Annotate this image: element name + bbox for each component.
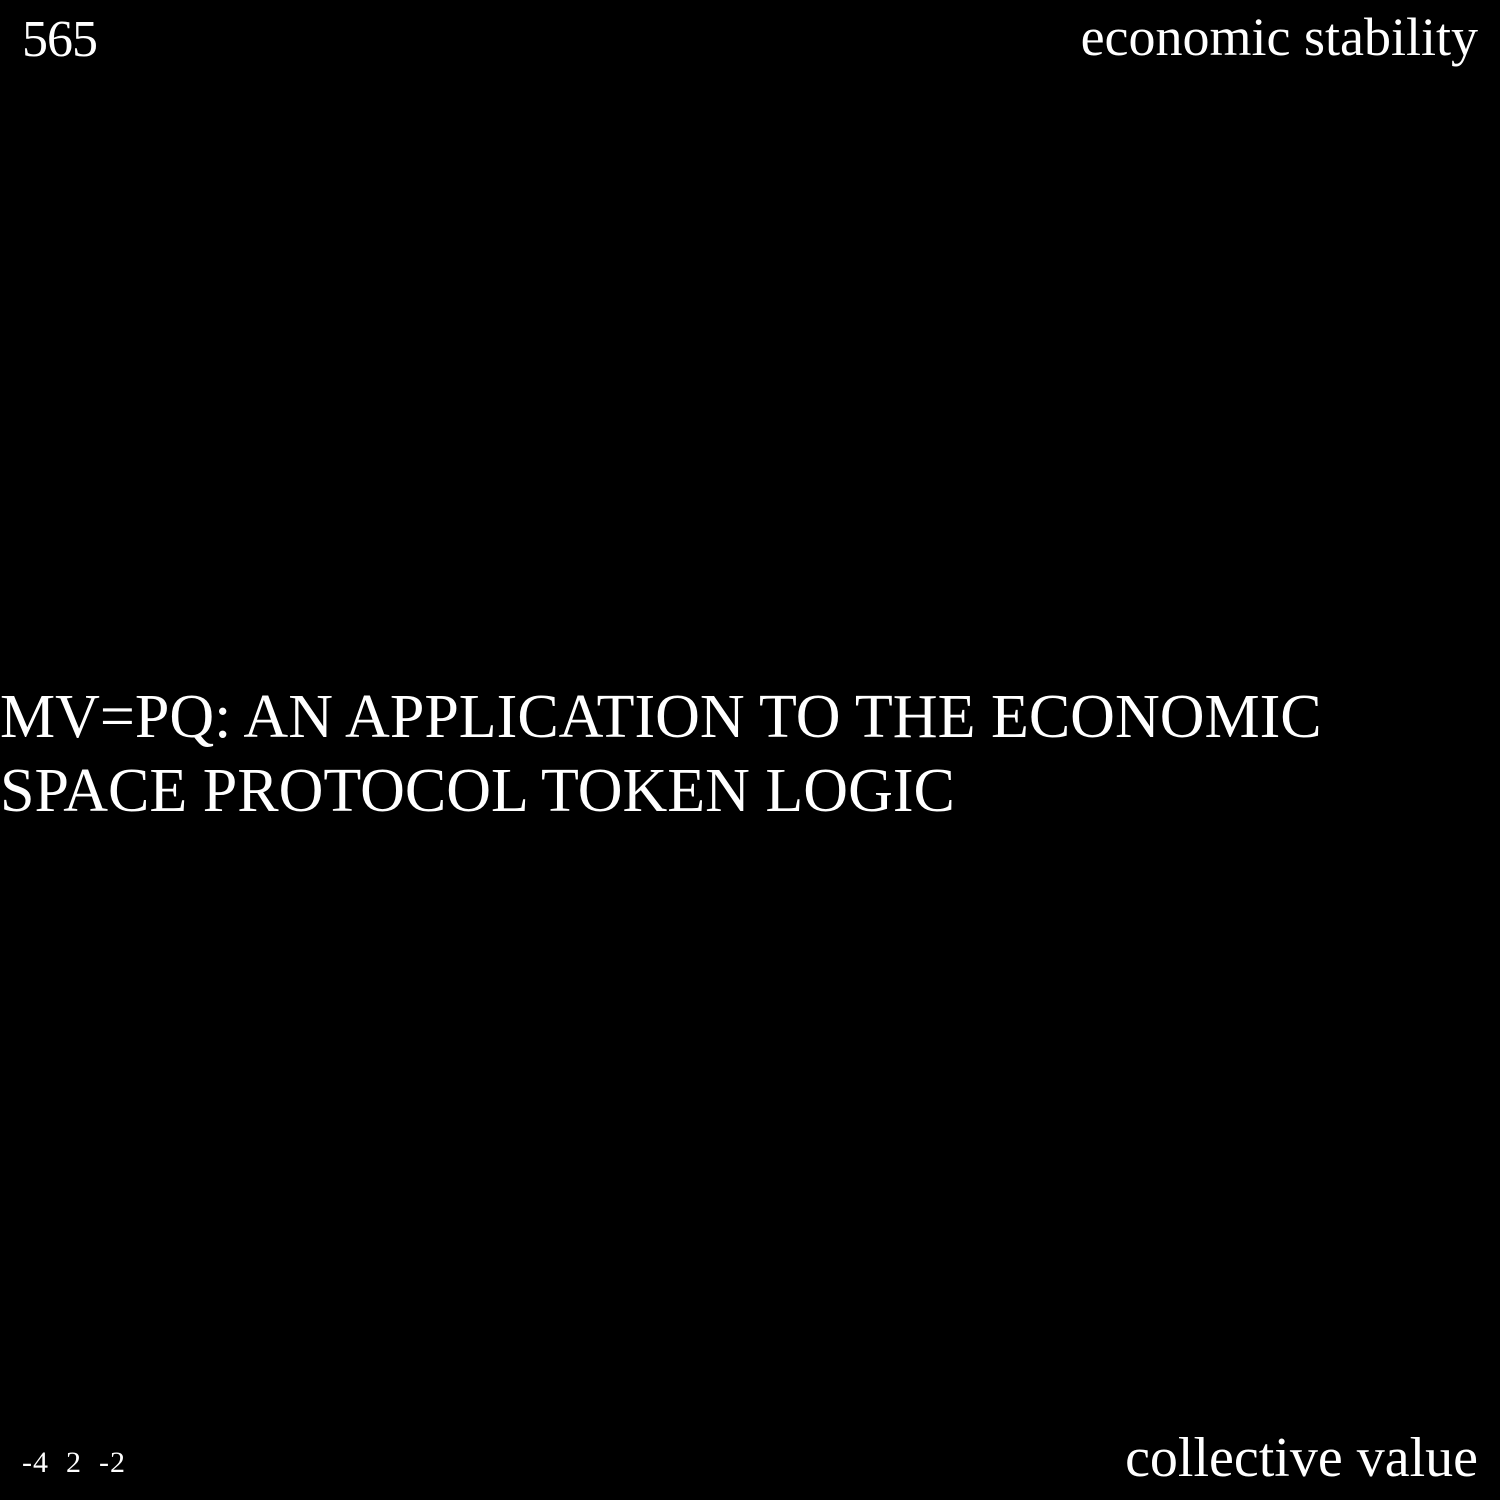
coordinates-readout: -4 2 -2: [22, 1446, 126, 1479]
main-title: [0, 680, 1420, 828]
main-title-line-1: MV=PQ: AN APPLICATION TO THE ECONOMIC: [0, 683, 1322, 751]
footer-tagline: collective value: [1125, 1427, 1478, 1489]
main-title-line-2: SPACE PROTOCOL TOKEN LOGIC: [0, 757, 955, 825]
header-tagline: economic stability: [1080, 7, 1478, 67]
page-number: 565: [22, 11, 97, 68]
